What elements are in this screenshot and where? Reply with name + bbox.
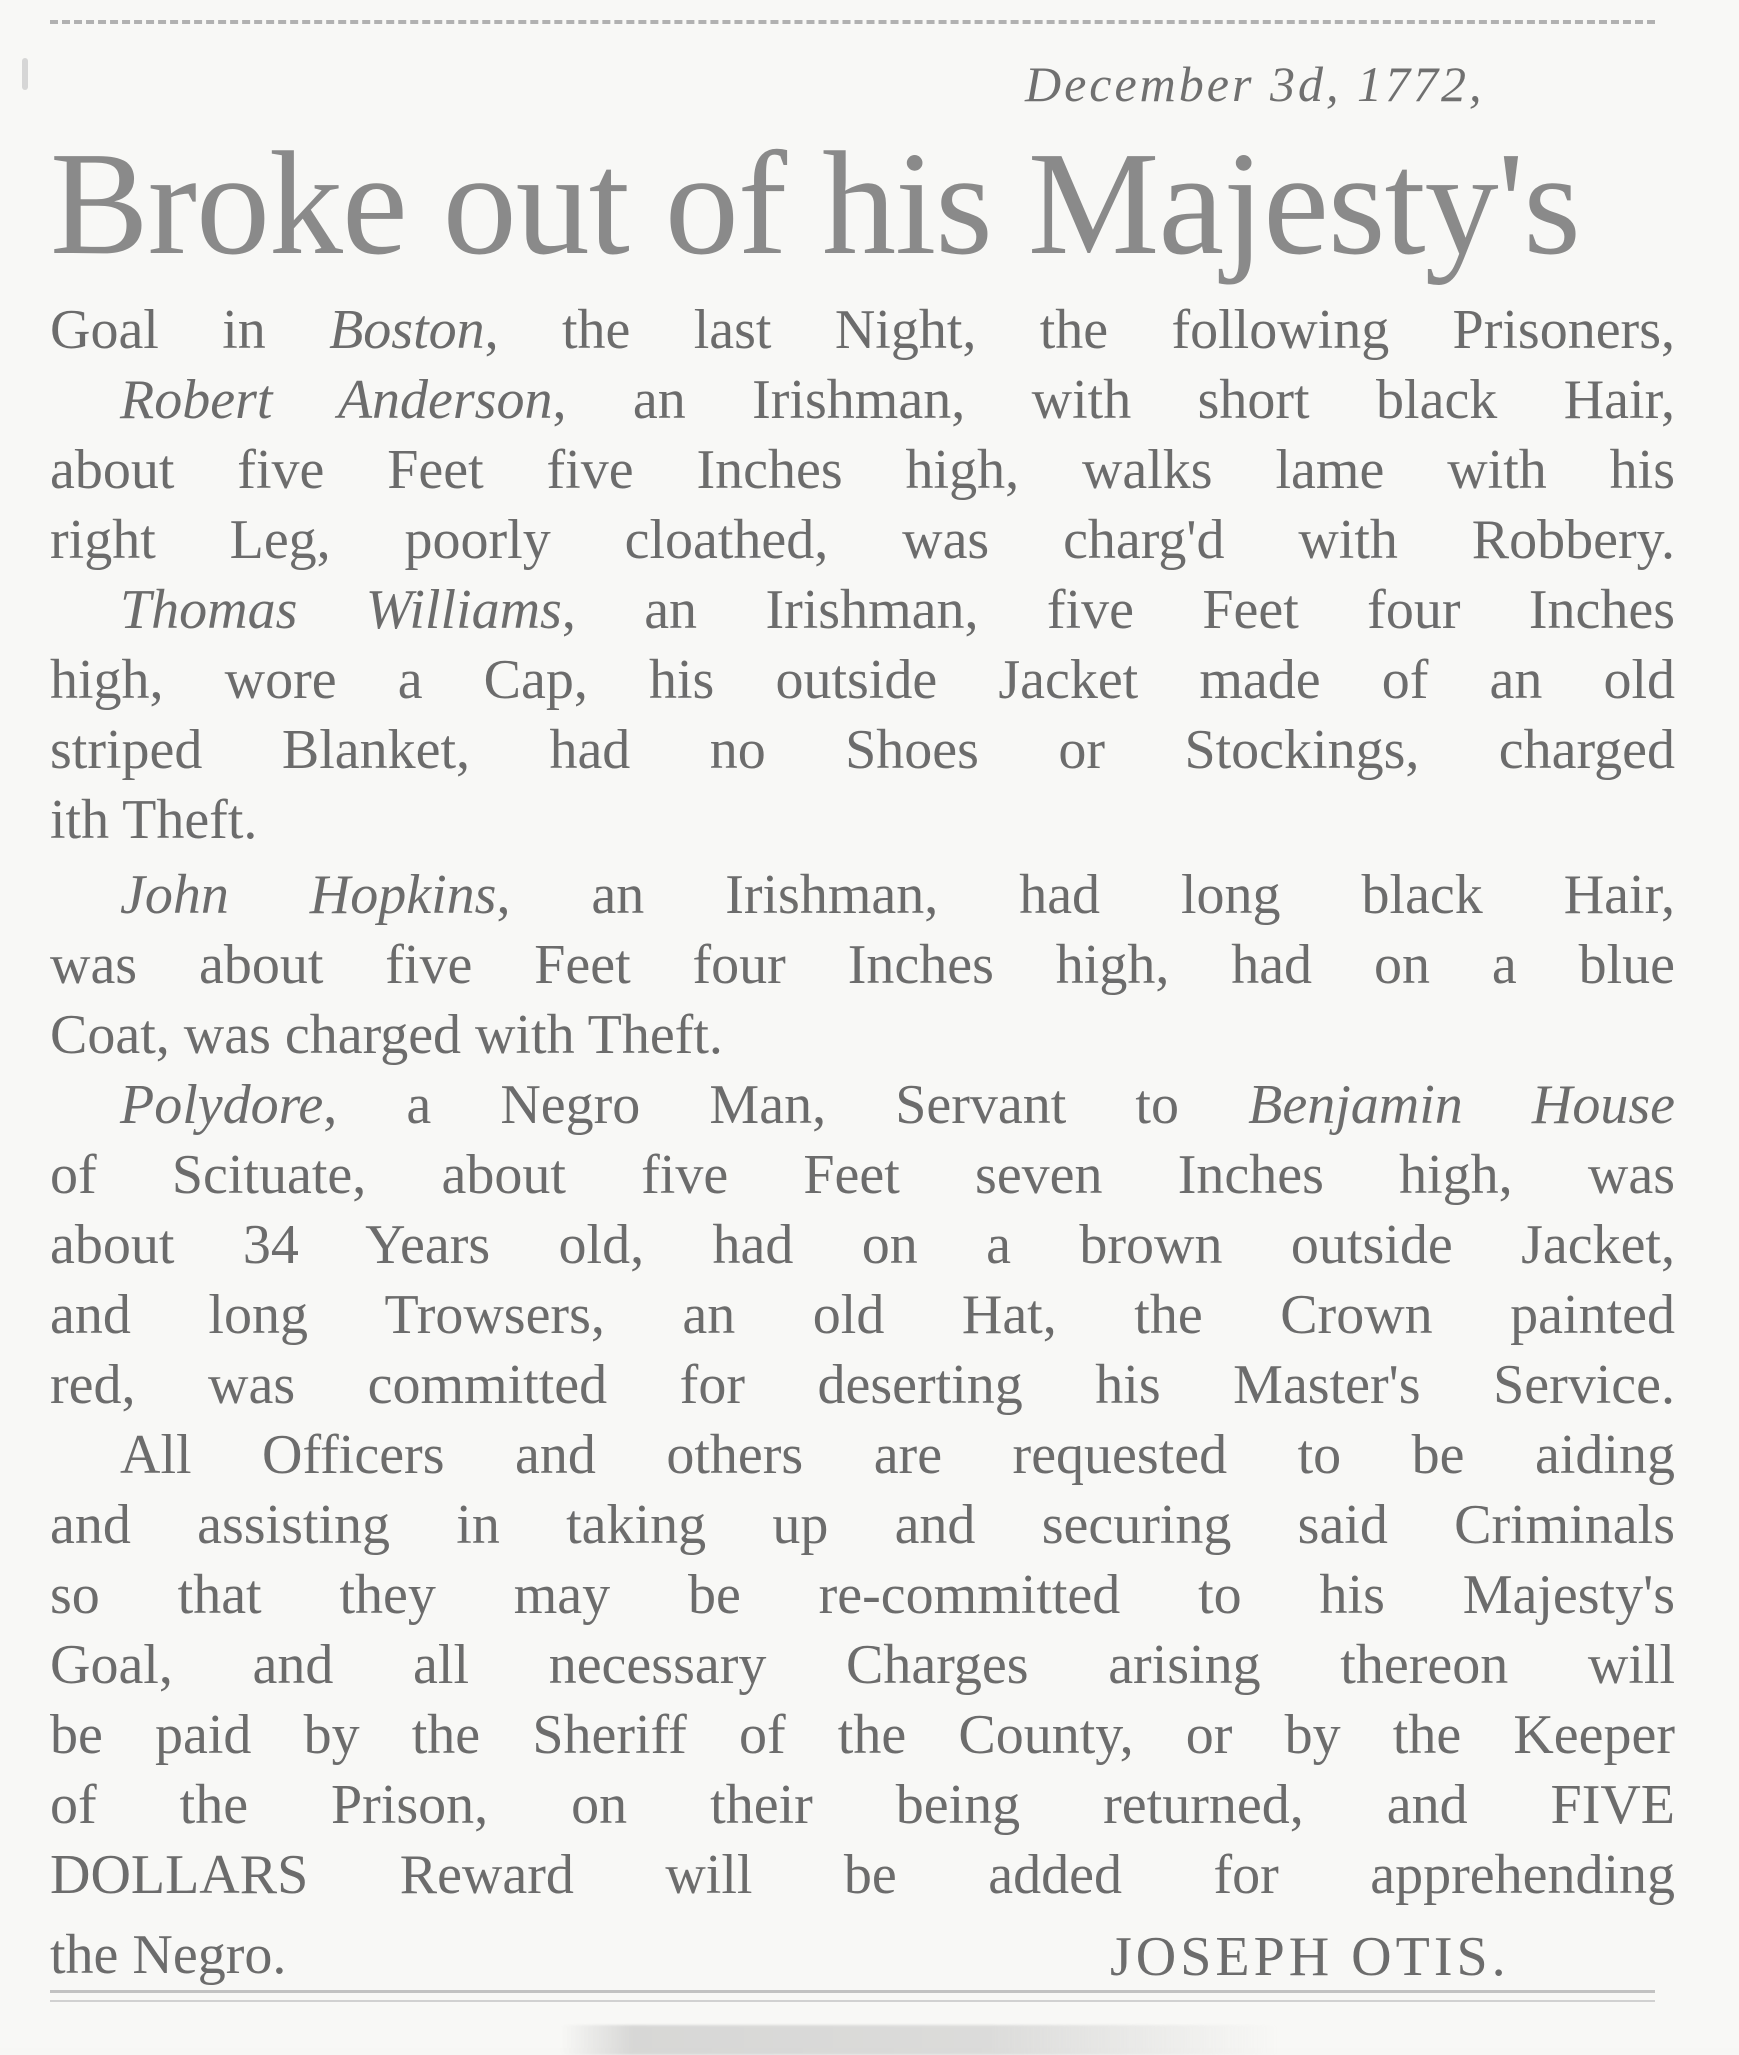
master-name: Benjamin House [1248, 1074, 1675, 1136]
body-line-5 [120, 580, 1675, 640]
text-run: and long Trowsers, an old Hat, the Crown painted [50, 1284, 1675, 1346]
prisoner-name: Thomas Williams [120, 579, 562, 641]
body-line-1 [50, 300, 1675, 360]
text-run: , an Irishman, five Feet four Inches [561, 579, 1676, 641]
body-line-10 [50, 935, 1675, 995]
place-name: Boston [329, 299, 485, 361]
text-run: be paid by the Sheriff of the County, or by the Keeper [50, 1704, 1675, 1766]
body-line-7 [50, 720, 1675, 780]
margin-speck [22, 58, 28, 90]
body-line-23 [50, 1845, 1675, 1905]
body-line-2 [120, 370, 1675, 430]
body-line-11 [50, 1005, 1675, 1065]
text-run: Coat, was charged with Theft. [50, 1004, 723, 1066]
body-line-20 [50, 1635, 1675, 1695]
text-run: red, was committed for deserting his Master's Service. [50, 1354, 1675, 1416]
body-line-14 [50, 1215, 1675, 1275]
body-line-16 [50, 1355, 1675, 1415]
next-item-fragment [560, 2025, 1280, 2055]
text-run: the Negro. [50, 1924, 287, 1986]
body-line-17 [120, 1425, 1675, 1485]
text-run: Goal in [50, 299, 330, 361]
body-line-13 [50, 1145, 1675, 1205]
signature: JOSEPH OTIS. [1110, 1926, 1510, 1988]
body-line-4 [50, 510, 1675, 570]
text-run: high, wore a Cap, his outside Jacket made of an old [50, 649, 1675, 711]
headline: Broke out of his Majesty's [50, 122, 1580, 286]
text-run: of Scituate, about five Feet seven Inches high, was [50, 1144, 1675, 1206]
body-line-3 [50, 440, 1675, 500]
text-run: , the last Night, the following Prisoners, [484, 299, 1675, 361]
text-run: about five Feet five Inches high, walks lame with his [50, 439, 1675, 501]
prisoner-name: Polydore [120, 1074, 324, 1136]
body-line-12 [120, 1075, 1675, 1135]
bottom-rule-thin [50, 2000, 1655, 2002]
text-run: right Leg, poorly cloathed, was charg'd with Robbery. [50, 509, 1675, 571]
text-run: ith Theft. [50, 789, 258, 851]
body-line-6 [50, 650, 1675, 710]
text-run: Goal, and all necessary Charges arising thereon will [50, 1634, 1675, 1696]
dateline: December 3d, 1772, [1025, 56, 1485, 112]
bottom-rule [50, 1990, 1655, 1993]
body-line-18 [50, 1495, 1675, 1555]
text-run: and assisting in taking up and securing said Criminals [50, 1494, 1675, 1556]
text-run: , an Irishman, with short black Hair, [552, 369, 1675, 431]
text-run: All Officers and others are requested to be aiding [120, 1424, 1675, 1486]
text-run: striped Blanket, had no Shoes or Stockings, charged [50, 719, 1675, 781]
text-run: , a Negro Man, Servant to [323, 1074, 1249, 1136]
text-run: , an Irishman, had long black Hair, [496, 864, 1675, 926]
text-run: so that they may be re-committed to his Majesty's [50, 1564, 1675, 1626]
prisoner-name: John Hopkins [120, 864, 497, 926]
text-run: DOLLARS Reward will be added for apprehending [50, 1844, 1675, 1906]
body-line-15 [50, 1285, 1675, 1345]
body-line-21 [50, 1705, 1675, 1765]
top-rule [50, 20, 1655, 24]
body-line-19 [50, 1565, 1675, 1625]
body-line-9 [120, 865, 1675, 925]
text-run: about 34 Years old, had on a brown outside Jacket, [50, 1214, 1675, 1276]
body-line-22 [50, 1775, 1675, 1835]
text-run: was about five Feet four Inches high, had on a blue [50, 934, 1675, 996]
prisoner-name: Robert Anderson [120, 369, 553, 431]
text-run: of the Prison, on their being returned, and FIVE [50, 1774, 1675, 1836]
body-line-8 [50, 790, 1675, 850]
